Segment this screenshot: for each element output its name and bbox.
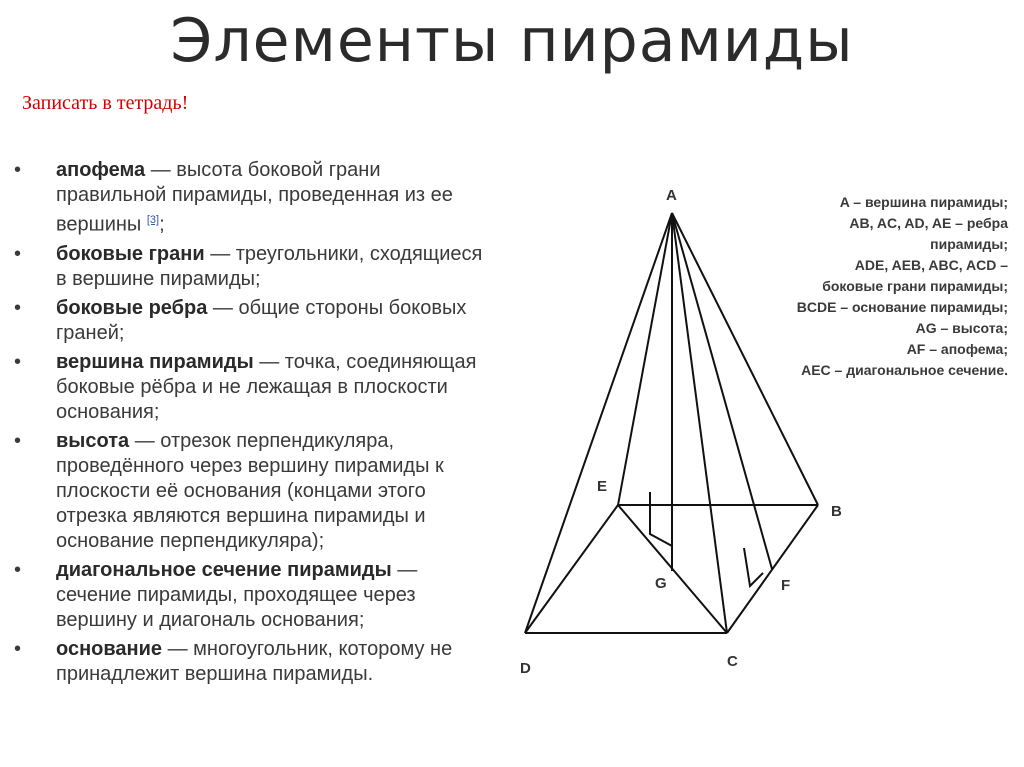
definition-term: диагональное сечение пирамиды [56,558,392,581]
note-write-to-notebook: Записать в тетрадь! [22,92,189,114]
legend-line: боковые грани пирамиды; [822,278,1008,294]
definition-term: вершина пирамиды [56,350,254,373]
right-angle-mark-g [650,492,672,546]
definitions-list [14,158,494,691]
definition-text: — сечение пирамиды, проходящее через вершину и диагональ основания; [56,558,418,631]
bullet-icon: • [14,159,22,181]
bullet-icon: • [14,242,22,265]
definition-text: — высота боковой грани правильной пирамиды, проведенная из ее вершины [56,159,453,236]
definition-item [14,637,494,687]
definition-item [14,242,494,292]
page-title: Элементы пирамиды [170,6,854,76]
edge-ae [618,213,672,505]
legend-line: AF – апофема; [906,341,1008,357]
definition-item [14,350,494,425]
point-label-e: E [597,478,608,495]
definition-tail: ; [159,213,165,236]
legend-line: AEC – диагональное сечение. [801,362,1008,378]
definition-term: высота [56,429,130,452]
apothem-af [672,213,772,569]
point-label-b: B [831,503,842,520]
base-edge-cb [727,505,818,633]
legend-line: BCDE – основание пирамиды; [796,299,1008,315]
legend-line: ADE, AEB, ABC, ACD – [854,257,1008,273]
diagram-legend [780,192,1008,381]
edge-ac [672,213,727,633]
bullet-icon: • [14,429,22,452]
definition-term: боковые ребра [56,296,208,319]
definition-item [14,296,494,346]
definition-item [14,158,494,238]
definition-text: — отрезок перпендикуляра, проведённого через вершину пирамиды к плоскости её основания (концами этого отрезка являются вершина пирамиды и основание перпендикуляра); [56,429,444,552]
point-label-c: C [727,653,738,670]
definition-text: — общие стороны боковых граней; [56,296,467,344]
bullet-icon: • [14,296,22,319]
edge-ad [525,213,672,633]
definition-term: апофема [56,159,146,181]
point-label-d: D [520,660,531,677]
definition-item [14,429,494,554]
legend-line: AG – высота; [915,320,1008,336]
bullet-icon: • [14,637,22,660]
reference-link[interactable]: [3] [146,214,160,226]
right-angle-mark-f [744,548,763,586]
definition-text: — многоугольник, которому не принадлежит вершина пирамиды. [56,637,453,685]
definition-term: основание [56,637,163,660]
bullet-icon: • [14,350,22,373]
definition-term: боковые грани [56,242,205,265]
legend-line: A – вершина пирамиды; [839,194,1008,210]
legend-line: пирамиды; [930,236,1008,252]
point-label-f: F [781,577,791,594]
definition-item [14,558,494,633]
legend-line: AB, AC, AD, AE – ребра [849,215,1008,231]
point-label-a: A [666,187,677,204]
point-label-g: G [655,575,667,592]
bullet-icon: • [14,558,22,581]
base-edge-ed [525,505,618,633]
definition-text: — точка, соединяющая боковые рёбра и не лежащая в плоскости основания; [56,350,477,423]
definition-text: — треугольники, сходящиеся в вершине пирамиды; [56,242,483,290]
